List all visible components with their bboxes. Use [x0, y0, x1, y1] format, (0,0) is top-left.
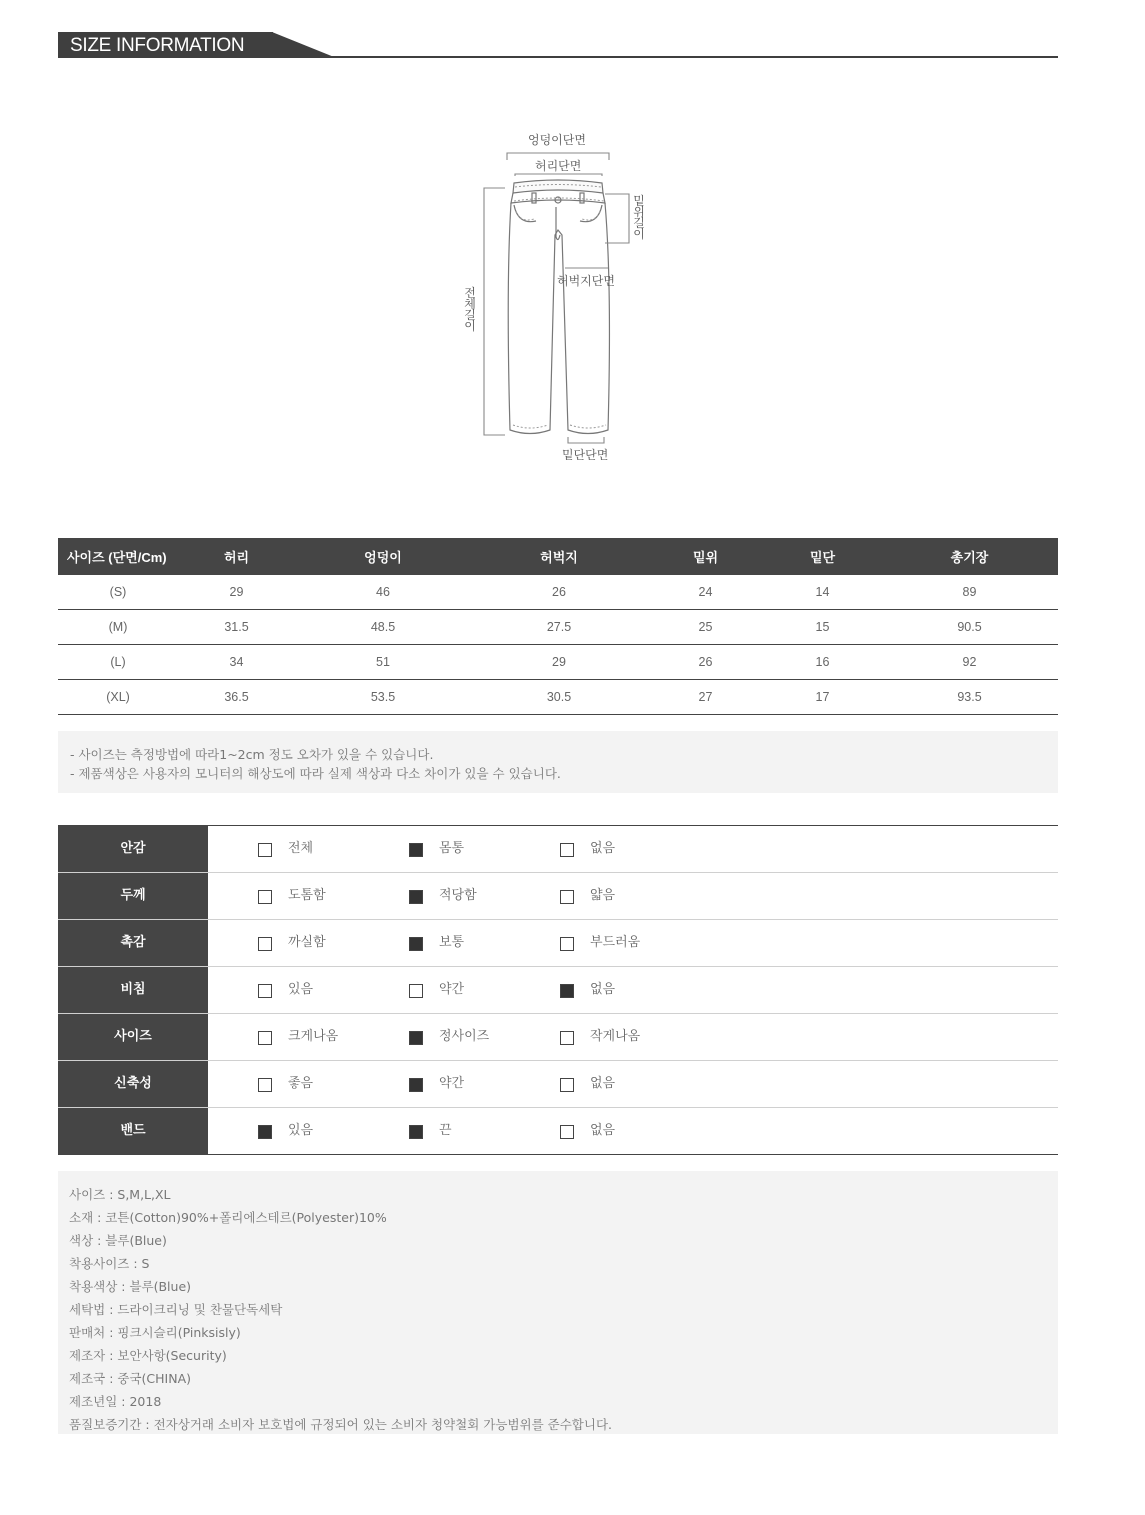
table-cell: 31.5 [178, 610, 295, 645]
table-cell: 48.5 [295, 610, 471, 645]
checkbox-filled [409, 1125, 423, 1139]
table-cell: 34 [178, 645, 295, 680]
table-cell: 89 [881, 575, 1058, 610]
feature-label: 안감 [58, 826, 208, 872]
column-header: 엉덩이 [295, 538, 471, 575]
checkbox-filled [409, 1031, 423, 1045]
table-cell: (XL) [58, 680, 178, 715]
table-cell: 24 [647, 575, 764, 610]
checkbox-empty [560, 843, 574, 857]
page-title: SIZE INFORMATION [70, 35, 245, 56]
checkbox-filled [409, 1078, 423, 1092]
checkbox-empty [409, 984, 423, 998]
table-cell: 30.5 [471, 680, 647, 715]
table-cell: 51 [295, 645, 471, 680]
waist-label: 허리단면 [535, 159, 582, 173]
table-cell: 29 [178, 575, 295, 610]
feature-label: 밴드 [58, 1108, 208, 1154]
info-line: 사이즈 : S,M,L,XL [69, 1187, 171, 1202]
checkbox-empty [560, 890, 574, 904]
column-header: 허리 [178, 538, 295, 575]
feature-row: 신축성 좋음 약간 없음 [58, 1061, 1058, 1108]
table-cell: 90.5 [881, 610, 1058, 645]
checkbox-filled [560, 984, 574, 998]
checkbox-empty [258, 1031, 272, 1045]
table-row [58, 645, 1058, 680]
info-line: 세탁법 : 드라이크리닝 및 찬물단독세탁 [69, 1302, 283, 1317]
info-line: 소재 : 코튼(Cotton)90%+폴리에스테르(Polyester)10% [69, 1210, 387, 1225]
section-header [58, 32, 1058, 58]
header-rule [58, 56, 1058, 58]
table-cell: 29 [471, 645, 647, 680]
checkbox-filled [409, 890, 423, 904]
checkbox-empty [560, 1125, 574, 1139]
checkbox-empty [560, 937, 574, 951]
column-header: 밑단 [764, 538, 881, 575]
feature-label: 두께 [58, 873, 208, 919]
info-line: 제조국 : 중국(CHINA) [69, 1371, 192, 1386]
table-row [58, 610, 1058, 645]
feature-row: 촉감 까실함 보통 부드러움 [58, 920, 1058, 967]
checkbox-empty [258, 1078, 272, 1092]
pants-measurement-diagram [440, 125, 680, 470]
checkbox-empty [258, 984, 272, 998]
info-line: 제조자 : 보안사항(Security) [69, 1348, 227, 1363]
checkbox-empty [560, 1031, 574, 1045]
hem-label: 밑단단면 [562, 448, 609, 462]
info-line: 품질보증기간 : 전자상거래 소비자 보호법에 규정되어 있는 소비자 청약철회 가능범위를 준수합니다. [69, 1417, 612, 1432]
checkbox-filled [409, 937, 423, 951]
table-cell: 25 [647, 610, 764, 645]
feature-row: 두께 도톰함 적당함 얇음 [58, 873, 1058, 920]
feature-label: 신축성 [58, 1061, 208, 1107]
header-tab-slant [272, 32, 334, 57]
table-cell: 93.5 [881, 680, 1058, 715]
table-cell: 53.5 [295, 680, 471, 715]
size-notes [58, 731, 1058, 793]
feature-row: 사이즈 크게나옴 정사이즈 작게나옴 [58, 1014, 1058, 1061]
table-row [58, 575, 1058, 610]
feature-label: 비침 [58, 967, 208, 1013]
size-table-header [58, 538, 1058, 575]
info-line: 판매처 : 핑크시슬리(Pinksisly) [69, 1325, 241, 1340]
table-cell: 15 [764, 610, 881, 645]
feature-row: 비침 있음 약간 없음 [58, 967, 1058, 1014]
table-cell: 36.5 [178, 680, 295, 715]
table-cell: 14 [764, 575, 881, 610]
info-line: 색상 : 블루(Blue) [69, 1233, 167, 1248]
table-cell: (S) [58, 575, 178, 610]
column-header: 사이즈 (단면/Cm) [58, 538, 178, 575]
checkbox-empty [560, 1078, 574, 1092]
feature-checklist [58, 825, 1058, 1155]
feature-label: 촉감 [58, 920, 208, 966]
table-cell: 46 [295, 575, 471, 610]
table-cell: 92 [881, 645, 1058, 680]
total-length-label: 전체길이 [464, 286, 476, 333]
column-header: 허벅지 [471, 538, 647, 575]
table-cell: 26 [647, 645, 764, 680]
info-line: 착용사이즈 : S [69, 1256, 150, 1271]
checkbox-filled [258, 1125, 272, 1139]
thigh-label: 허벅지단면 [557, 274, 615, 288]
info-line: 제조년일 : 2018 [69, 1394, 162, 1409]
checkbox-empty [258, 937, 272, 951]
column-header: 밑위 [647, 538, 764, 575]
table-cell: (M) [58, 610, 178, 645]
table-cell: 26 [471, 575, 647, 610]
feature-row: 안감 전체 몸통 없음 [58, 826, 1058, 873]
feature-label: 사이즈 [58, 1014, 208, 1060]
info-line: 착용색상 : 블루(Blue) [69, 1279, 192, 1294]
checkbox-filled [409, 843, 423, 857]
hip-label: 엉덩이단면 [528, 133, 586, 147]
table-cell: (L) [58, 645, 178, 680]
checkbox-empty [258, 843, 272, 857]
note-line: - 제품색상은 사용자의 모니터의 해상도에 따라 실제 색상과 다소 차이가 있을 수 있습니다. [70, 766, 561, 781]
table-cell: 17 [764, 680, 881, 715]
product-info [58, 1171, 1058, 1434]
rise-label: 밑위길이 [633, 194, 645, 241]
column-header: 총기장 [881, 538, 1058, 575]
table-row [58, 680, 1058, 715]
table-cell: 27 [647, 680, 764, 715]
note-line: - 사이즈는 측정방법에 따라1~2cm 정도 오차가 있을 수 있습니다. [70, 747, 434, 762]
checkbox-empty [258, 890, 272, 904]
table-cell: 16 [764, 645, 881, 680]
size-table [58, 538, 1058, 715]
feature-row: 밴드 있음 끈 없음 [58, 1108, 1058, 1155]
table-cell: 27.5 [471, 610, 647, 645]
